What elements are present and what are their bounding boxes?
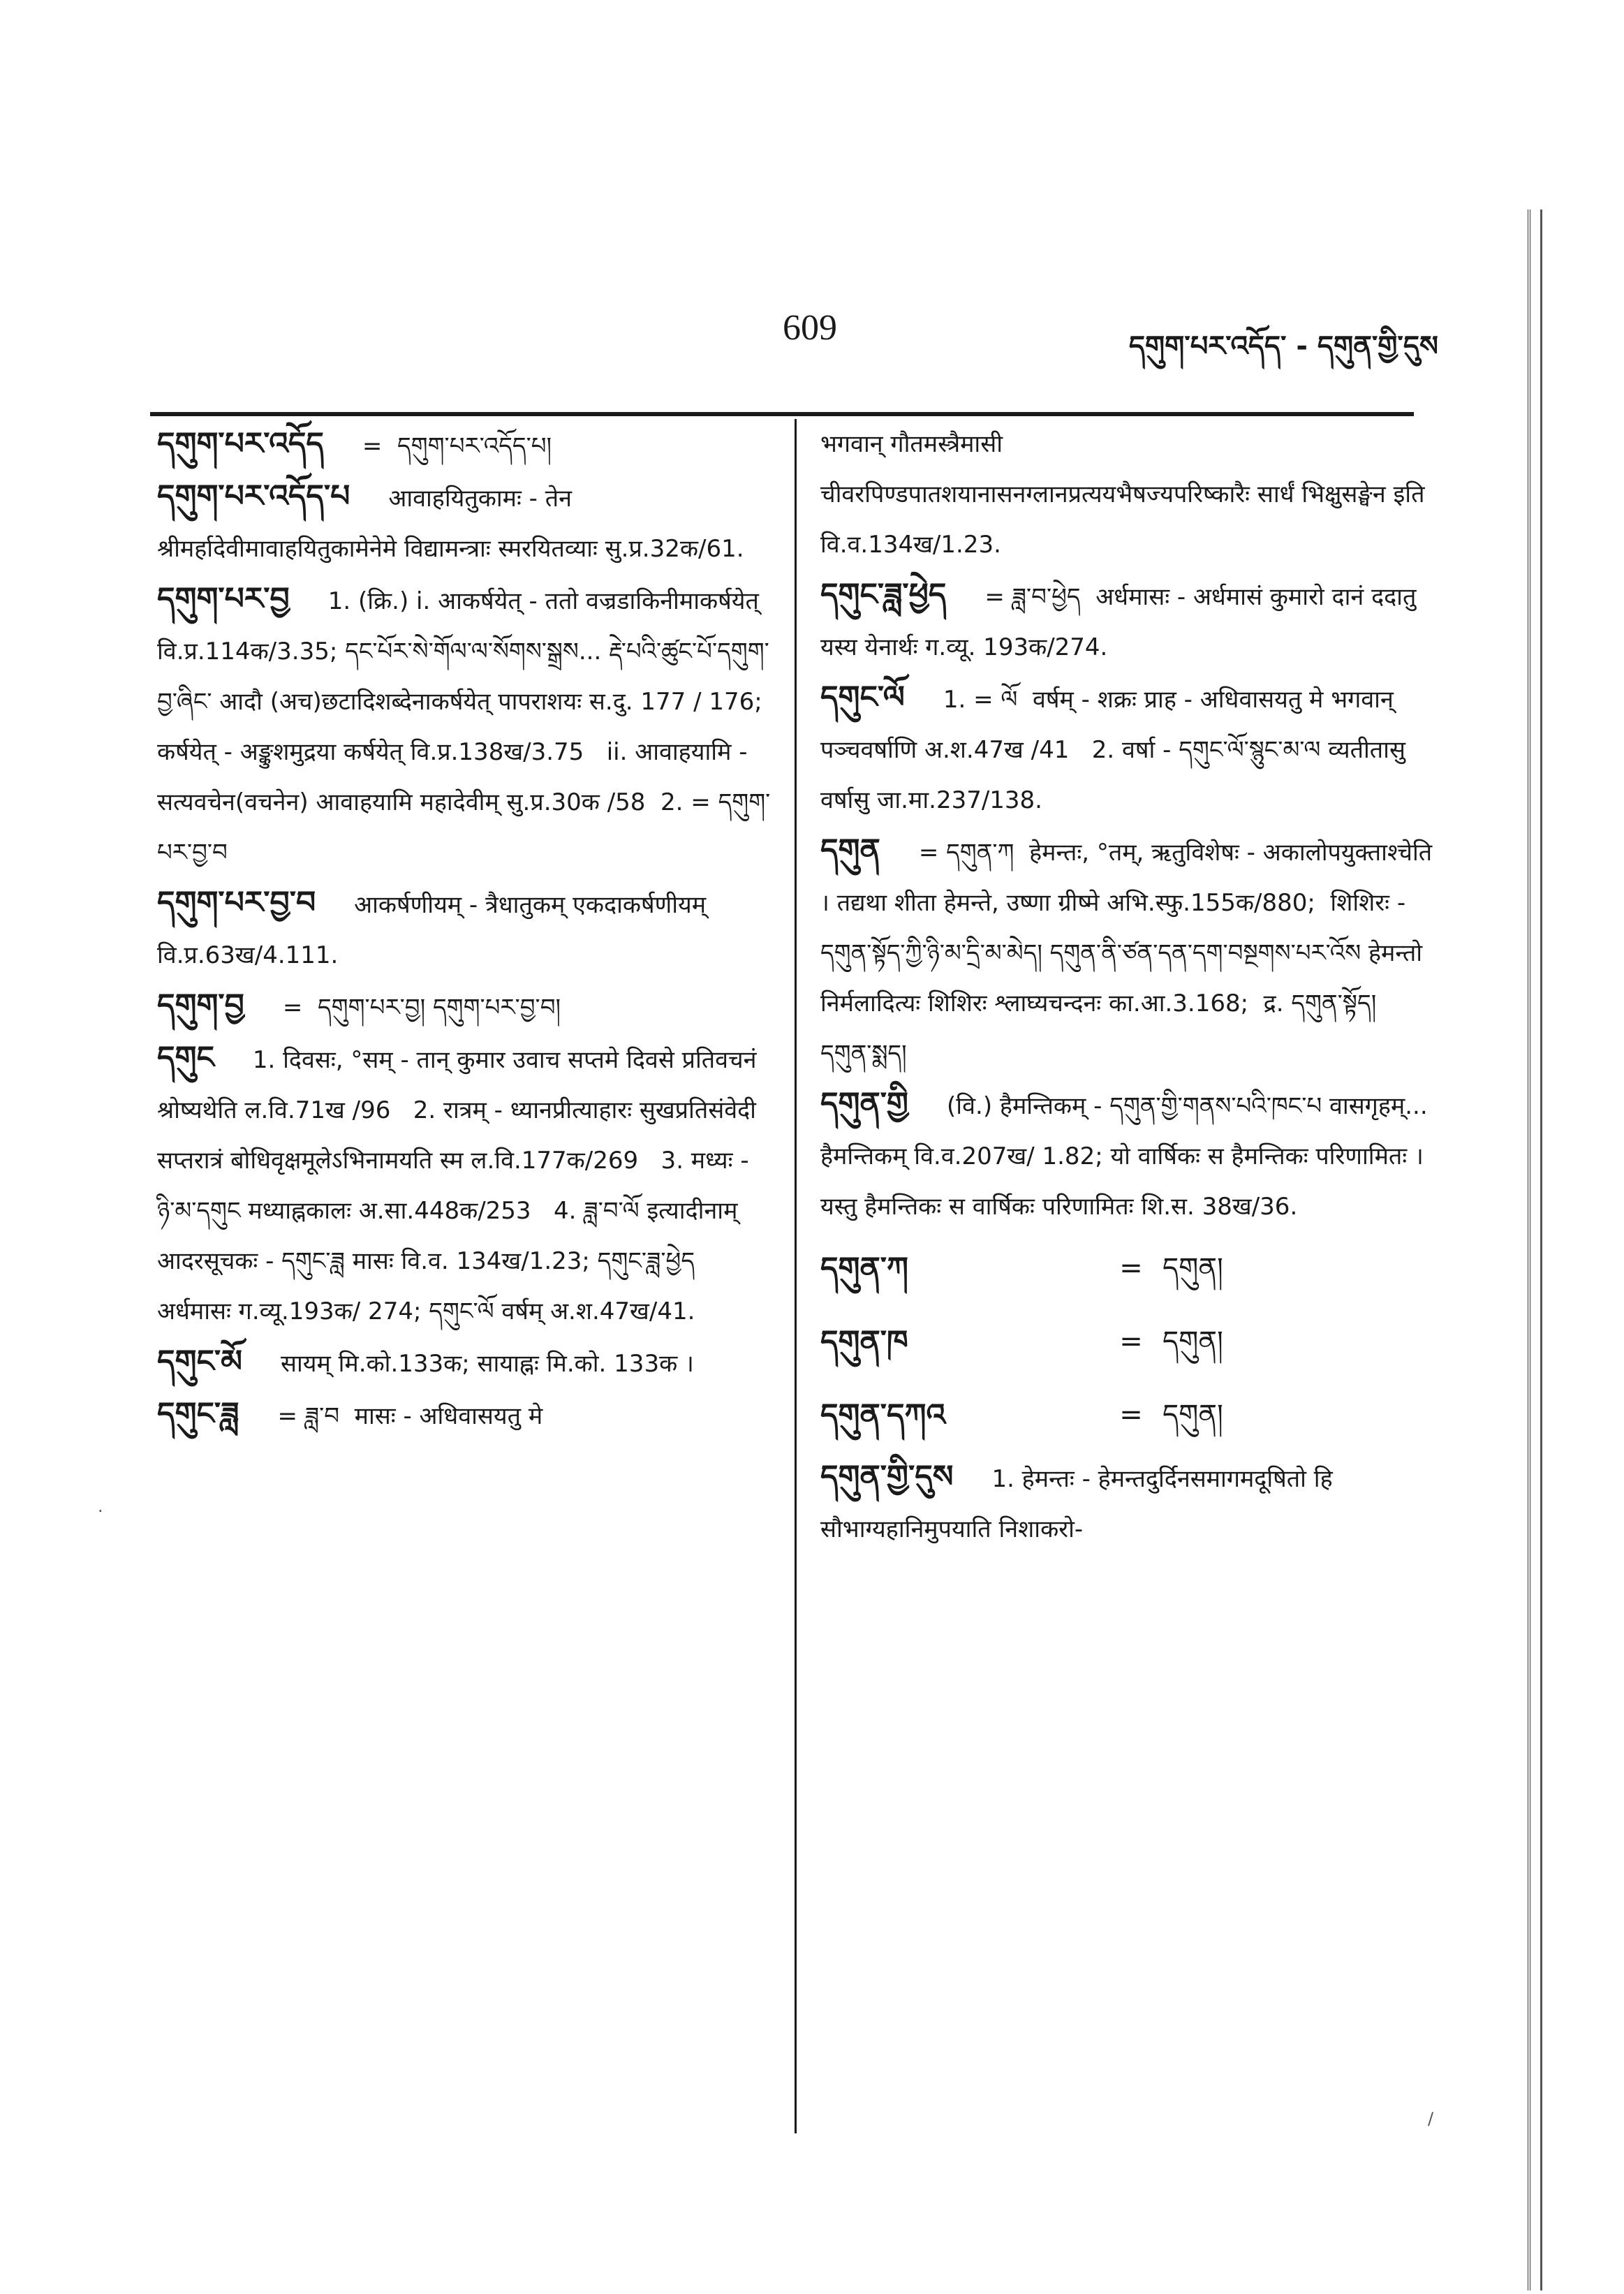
definition: = དགུག་པར་འདོད་པ།: [362, 432, 552, 460]
definition: (वि.) हैमन्तिकम् - དགུན་གྱི་གནས་པའི་ཁང་པ वासगृहम्... हैमन्तिकम् वि.व.207ख/ 1.82; यो वार्षिकः स हैमन्तिकः परिणामितः । यस्तु हैमन्तिकः स वार्षिकः परिणामितः शि.स. 38ख/36.: [820, 1092, 1435, 1221]
cross-reference-entry: [820, 1378, 1435, 1452]
headword: དགུག་པར་འདོད: [157, 426, 324, 462]
equals-sign: =: [1119, 1252, 1143, 1284]
definition: 1. दिवसः, °सम् - तान् कुमार उवाच सप्तमे दिवसे प्रतिवचनं श्रोष्यथेति ल.वि.71ख /96 2. रात्रम् - ध्यानप्रीत्याहारः सुखप्रतिसंवेदी सप्तरात्रं बोधिवृक्षमूलेऽभिनामयति स्म ल.वि.177क/269 3. मध्यः - ཉི་མ་དགུང मध्याह्नकालः अ.सा.448क/253 4. ཟླ་བ་ལོ इत्यादीनाम् आदरसूचकः - དགུང་ཟླ मासः वि.व. 134ख/1.23; དགུང་ཟླ་ཕྱེད अर्धमासः ग.व्यू.193क/ 274; དགུང་ལོ वर्षम् अ.श.47ख/41.: [157, 1046, 765, 1325]
header-rule: [150, 412, 1414, 416]
dictionary-entry-continued: [820, 419, 1435, 570]
definition: आकर्षणीयम् - त्रैधातुकम् एकदाकर्षणीयम् वि.प्र.63ख/4.111.: [157, 891, 714, 969]
dictionary-entry: [157, 574, 778, 878]
dictionary-entry: [157, 419, 772, 471]
cross-reference-entry: [820, 1232, 1435, 1305]
dictionary-entry: [157, 1389, 772, 1441]
headword: དགུང་ཟླ་ཕྱེད: [820, 577, 947, 612]
definition: सायम् मि.को.133क; सायाह्नः मि.को. 133क ।: [280, 1350, 694, 1378]
headword: དགུང: [157, 1040, 214, 1075]
headword: དགུན་ཀ: [820, 1251, 909, 1286]
stray-mark: /: [1428, 2109, 1434, 2128]
right-column: [820, 419, 1440, 1554]
running-head: དགུག་པར་འདོད་ - དགུན་གྱི་དུས: [1128, 330, 1438, 362]
equals-sign: =: [1119, 1399, 1143, 1431]
dictionary-entry: [820, 570, 1435, 672]
dictionary-entry: [157, 1337, 772, 1389]
definition: आवाहयितुकामः - तेन श्रीमर्हादेवीमावाहयितुकामेनेमे विद्यामन्त्राः स्मरयितव्याः सु.प्र.32क/61.: [157, 485, 744, 563]
dictionary-entry: [820, 1079, 1435, 1232]
headword: དགུན: [820, 832, 880, 868]
definition: = ཟླ་བ་ཕྱེད अर्धमासः - अर्धमासं कुमारो दानं ददातु यस्य येनार्थः ग.व्यू. 193क/274.: [820, 583, 1424, 661]
dictionary-entry: [157, 878, 772, 980]
dictionary-entry: [820, 825, 1440, 1079]
definition: = ཟླ་བ मासः - अधिवासयतु मे: [277, 1402, 543, 1430]
headword: དགུན་གྱི་དུས: [820, 1459, 954, 1494]
definition: 1. = ལོ वर्षम् - शक्रः प्राह - अधिवासयतु मे भगवान् पञ्चवर्षाणि अ.श.47ख /41 2. वर्षा - དགུང་ལོ་སྙུང་མ་ལ व्यतीतासु वर्षासु जा.मा.237/138.: [820, 686, 1413, 814]
cross-reference-target: དགུན།: [1162, 1252, 1223, 1284]
headword: དགུན་ཁ: [820, 1324, 908, 1360]
headword: དགུག་པར་བྱ་བ: [157, 885, 316, 920]
headword: དགུན་གྱི: [820, 1086, 909, 1122]
equals-sign: =: [1119, 1325, 1143, 1358]
dictionary-entry: [820, 1452, 1435, 1554]
left-column: [157, 419, 778, 1441]
headword: དགུག་པར་འདོད་པ: [157, 478, 350, 514]
dictionary-entry: [157, 1033, 772, 1337]
dictionary-entry: [157, 471, 772, 574]
page-number: 609: [783, 308, 837, 348]
cross-reference-target: དགུན།: [1162, 1325, 1223, 1358]
headword: དགུང་མོ: [157, 1344, 242, 1379]
dictionary-entry: [820, 672, 1435, 825]
headword: དགུང་ལོ: [820, 679, 905, 715]
dictionary-entry: [157, 980, 772, 1033]
definition: = དགུན་ཀ हेमन्तः, °तम्, ऋतुविशेषः - अकालोपयुक्ताश्चेति । तद्यथा शीता हेमन्ते, उष्णा ग्रीष्मे अभि.स्फु.155क/880; शिशिरः - དགུན་སྟོད་ཀྱི་ཉི་མ་དྲི་མ་མེད། དགུན་ནི་ཙན་དན་དག་བསྔགས་པར་འོས हेमन्तो निर्मलादित्यः शिशिरः श्लाघ्यचन्दनः का.आ.3.168; द्र. དགུན་སྟོད། དགུན་སྨད།: [820, 839, 1440, 1068]
headword: དགུན་དཀའ: [820, 1397, 946, 1433]
binding-edge: [1528, 209, 1542, 2291]
definition: 1. (क्रि.) i. आकर्षयेत् - ततो वज्रडाकिनीमाकर्षयेत् वि.प्र.114क/3.35; དང་པོར་སེ་གོལ་ལ་སོགས་སྒྲས... རྡེ་པའི་ཚུང་པོ་དགུག་བྱ་ཞིང་ आदौ (अच)छटादिशब्देनाकर्षयेत् पापराशयः स.दु. 177 / 176; कर्षयेत् - अङ्कुशमुद्रया कर्षयेत् वि.प्र.138ख/3.75 ii. आवाहयामि - सत्यवचेन(वचनेन) आवाहयामि महादेवीम् सु.प्र.30क /58 2. = དགུག་པར་བྱ་བ: [157, 587, 778, 867]
cross-reference-target: དགུན།: [1162, 1399, 1223, 1431]
stray-mark: ·: [98, 1501, 103, 1521]
definition: = དགུག་པར་བྱ། དགུག་པར་བྱ་བ།: [282, 994, 561, 1022]
column-divider: [795, 419, 797, 2133]
definition: 1. हेमन्तः - हेमन्तदुर्दिनसमागमदूषितो हि सौभाग्यहानिमुपयाति निशाकरो-: [820, 1465, 1341, 1543]
definition: भगवान् गौतमस्त्रैमासी चीवरपिण्डपातशयानासनग्लानप्रत्ययभैषज्यपरिष्कारैः सार्धं भिक्षुसङ्घेन इति वि.व.134ख/1.23.: [820, 430, 1433, 559]
headword: དགུག་པར་བྱ: [157, 581, 290, 617]
headword: དགུང་ཟླ: [157, 1396, 239, 1432]
headword: དགུག་བྱ: [157, 987, 244, 1023]
cross-reference-entry: [820, 1305, 1435, 1378]
